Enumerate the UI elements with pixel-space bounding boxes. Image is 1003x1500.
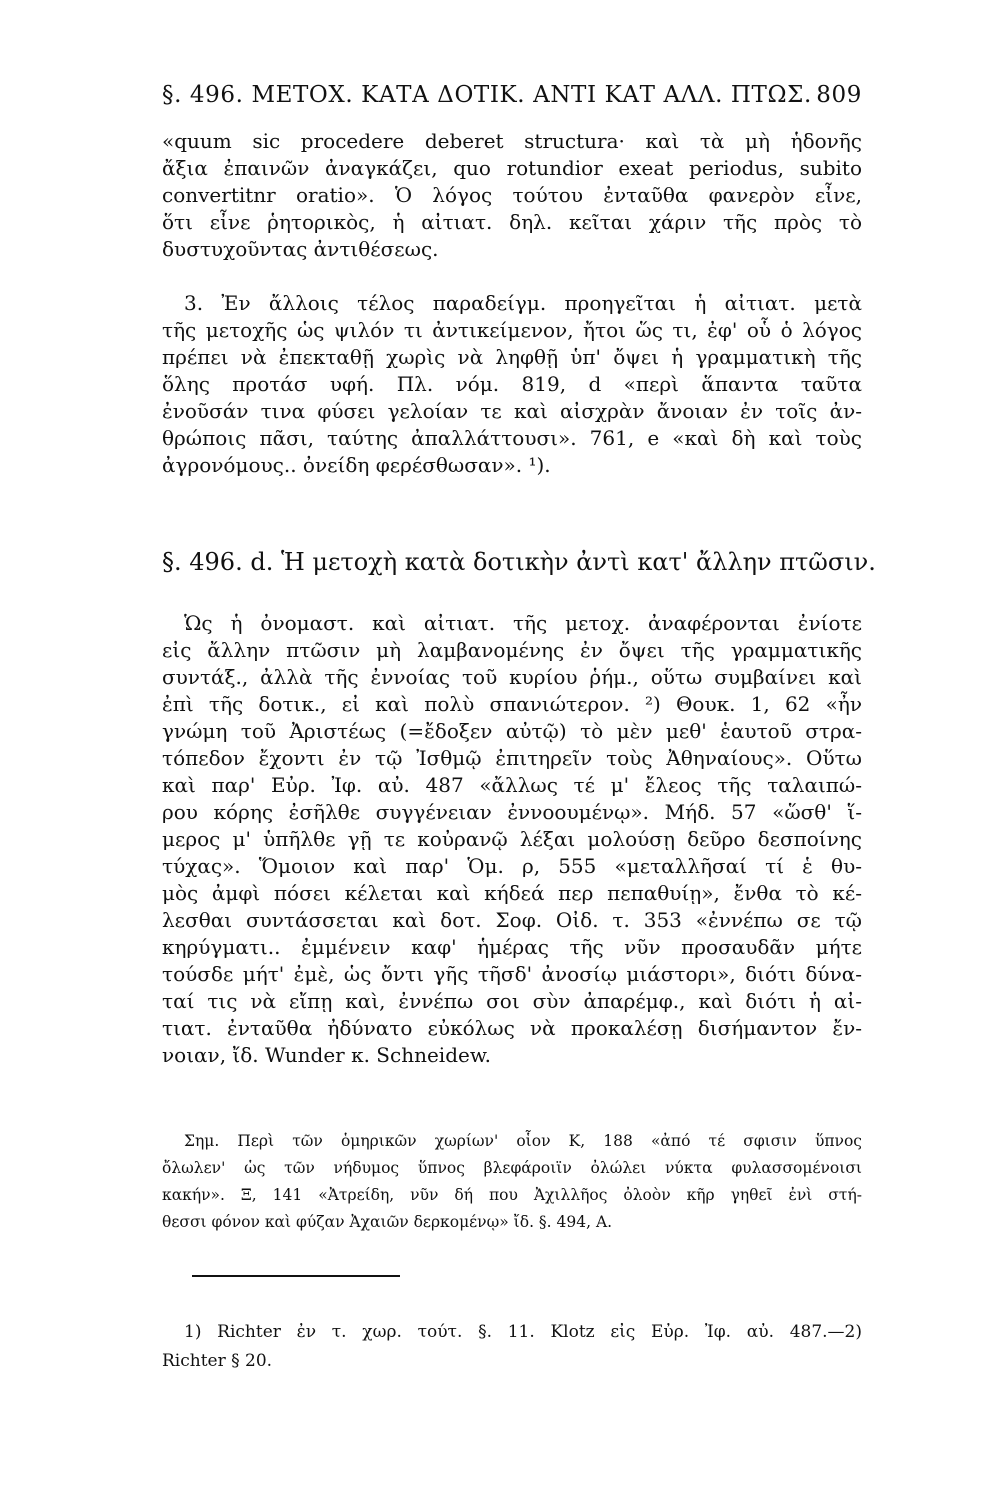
text-line: τύχας». Ὅμοιον καὶ παρ' Ὁμ. ρ, 555 «μεταλλῆσαί τί ἑ θυ-	[162, 854, 862, 878]
text-line: μερος μ' ὑπῆλθε γῇ τε κοὐρανῷ λέξαι μολούσῃ δεῦρο δεσποίνης	[162, 827, 862, 851]
text-line: convertitnr oratio». Ὁ λόγος τούτου ἐνταῦθα φανερὸν εἶνε,	[162, 183, 862, 207]
note-line: θεσσι φόνον καὶ φύζαν Ἀχαιῶν δερκομένῳ» ἴδ. §. 494, Α.	[162, 1213, 613, 1231]
page-number: 809	[816, 82, 862, 108]
text-line: μὸς ἀμφὶ πόσει κέλεται καὶ κήδεά περ πεπαθυίῃ», ἔνθα τὸ κέ-	[162, 881, 862, 905]
text-line: γνώμη τοῦ Ἀριστέως (=ἔδοξεν αὐτῷ) τὸ μὲν μεθ' ἑαυτοῦ στρα-	[162, 719, 862, 743]
section-heading: §. 496. d. Ἡ μετοχὴ κατὰ δοτικὴν ἀντὶ κατ' ἄλλην πτῶσιν.	[162, 548, 876, 576]
text-line: τῆς μετοχῆς ὡς ψιλόν τι ἀντικείμενον, ἤτοι ὥς τι, ἐφ' οὗ ὁ λόγος	[162, 318, 862, 342]
footnote-line: 1) Richter ἐν τ. χωρ. τούτ. §. 11. Klotz εἰς Εὐρ. Ἰφ. αὐ. 487.—2)	[184, 1322, 862, 1342]
text-line: δυστυχοῦντας ἀντιθέσεως.	[162, 237, 439, 261]
text-line: ἐνοῦσάν τινα φύσει γελοίαν τε καὶ αἰσχρὰν ἄνοιαν ἐν τοῖς ἀν-	[162, 399, 862, 423]
text-line: ὅτι εἶνε ῥητορικὸς, ἡ αἰτιατ. δηλ. κεῖται χάριν τῆς πρὸς τὸ	[162, 210, 862, 234]
footnote-separator	[192, 1275, 400, 1277]
text-line: τόπεδον ἔχοντι ἐν τῷ Ἰσθμῷ ἐπιτηρεῖν τοὺς Ἀθηναίους». Οὕτω	[162, 746, 862, 770]
note-line: κακήν». Ξ, 141 «Ἀτρείδη, νῦν δή που Ἀχιλλῆος ὀλοὸν κῆρ γηθεῖ ἐνὶ στή-	[162, 1186, 862, 1204]
text-line: τιατ. ἐνταῦθα ἠδύνατο εὐκόλως νὰ προκαλέσῃ δισήμαντον ἔν-	[162, 1016, 862, 1040]
paragraph-latin-quote	[162, 128, 862, 263]
text-line: ἄξια ἐπαινῶν ἀναγκάζει, quo rotundior exeat periodus, subito	[162, 156, 862, 180]
text-line: καὶ παρ' Εὐρ. Ἰφ. αὐ. 487 «ἄλλως τέ μ' ἔλεος τῆς ταλαιπώ-	[162, 773, 862, 797]
text-line: κηρύγματι.. ἐμμένειν καφ' ἡμέρας τῆς νῦν προσαυδᾶν μήτε	[162, 935, 862, 959]
text-line: «quum sic procedere deberet structura· καὶ τὰ μὴ ἡδονῆς	[162, 129, 862, 153]
footnote-line: Richter § 20.	[162, 1351, 273, 1371]
text-line: εἰς ἄλλην πτῶσιν μὴ λαμβανομένης ἐν ὄψει τῆς γραμματικῆς	[162, 638, 862, 662]
paragraph-point-3	[162, 290, 862, 479]
note-line: Σημ. Περὶ τῶν ὁμηρικῶν χωρίων' οἷον Κ, 188 «ἀπό τέ σφισιν ὕπνος	[184, 1132, 862, 1150]
text-line: νοιαν, ἴδ. Wunder κ. Schneidew.	[162, 1043, 491, 1067]
note-line: ὄλωλεν' ὡς τῶν νήδυμος ὕπνος βλεφάροιϊν ὀλώλει νύκτα φυλασσομένοισι	[162, 1159, 862, 1177]
running-head-title: §. 496. ΜΕΤΟΧ. ΚΑΤΑ ΔΟΤΙΚ. ΑΝΤΙ ΚΑΤ ΑΛΛ. ΠΤΩΣ.	[162, 82, 812, 108]
note-block	[162, 1128, 862, 1236]
text-line: λεσθαι συντάσσεται καὶ δοτ. Σοφ. Οἰδ. τ. 353 «ἐννέπω σε τῷ	[162, 908, 862, 932]
text-line: ἐπὶ τῆς δοτικ., εἰ καὶ πολὺ σπανιώτερον. ²) Θουκ. 1, 62 «ἦν	[162, 692, 862, 716]
text-line: ὅλης προτάσ υφή. Πλ. νόμ. 819, d «περὶ ἅπαντα ταῦτα	[162, 372, 862, 396]
running-head	[162, 82, 862, 116]
text-line: Ὡς ἡ ὀνομαστ. καὶ αἰτιατ. τῆς μετοχ. ἀναφέρονται ἐνίοτε	[184, 611, 862, 635]
text-line: πρέπει νὰ ἐπεκταθῇ χωρὶς νὰ ληφθῇ ὑπ' ὄψει ἡ γραμματικὴ τῆς	[162, 345, 862, 369]
text-line: 3. Ἐν ἄλλοις τέλος παραδείγμ. προηγεῖται ἡ αἰτιατ. μετὰ	[184, 291, 862, 315]
text-line: ρου κόρης ἐσῆλθε συγγένειαν ἐννοουμένῳ». Μήδ. 57 «ὥσθ' ἵ-	[162, 800, 862, 824]
paragraph-main	[162, 610, 862, 1069]
footnotes	[162, 1318, 862, 1376]
text-line: τούσδε μήτ' ἐμὲ, ὡς ὄντι γῆς τῆσδ' ἀνοσίῳ μιάστορι», διότι δύνα-	[162, 962, 862, 986]
text-line: ταί τις νὰ εἴπῃ καὶ, ἐννέπω σοι σὺν ἀπαρέμφ., καὶ διότι ἡ αἰ-	[162, 989, 862, 1013]
text-line: ἀγρονόμους.. ὀνείδη φερέσθωσαν». ¹).	[162, 453, 551, 477]
text-line: θρώποις πᾶσι, ταύτης ἀπαλλάττουσι». 761, e «καὶ δὴ καὶ τοὺς	[162, 426, 862, 450]
text-line: συντάξ., ἀλλὰ τῆς ἐννοίας τοῦ κυρίου ῥήμ., οὕτω συμβαίνει καὶ	[162, 665, 862, 689]
